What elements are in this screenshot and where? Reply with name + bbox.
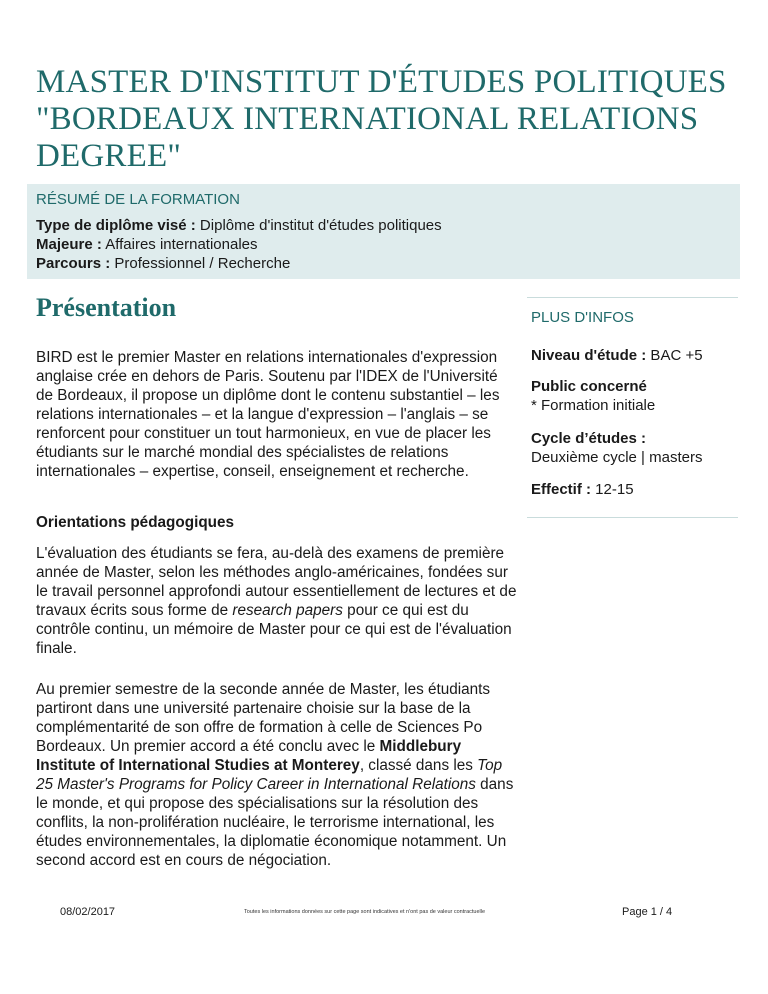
sidebar-public: Public concerné * Formation initiale (531, 378, 656, 414)
summary-row-major: Majeure : Affaires internationales (36, 236, 258, 253)
summary-row-track: Parcours : Professionnel / Recherche (36, 255, 291, 272)
orientations-heading: Orientations pédagogiques (36, 514, 235, 531)
section-title-presentation: Présentation (36, 293, 177, 322)
summary-box (27, 184, 740, 279)
presentation-intro: BIRD est le premier Master en relations internationales d'expression anglaise crée en dehors de Paris. Soutenu par l'IDEX de l'Université de Bordeaux, il propose un diplôme dont le contenu substantiel – les relations internationales – et la langue d'expression – l'anglais – se renforcent pour constituer un tout harmonieux, en vue de placer les étudiants sur le marché mondial des spécialistes de relations internationales – expertise, conseil, enseignement et recherche. (36, 349, 500, 480)
sidebar-effectif: Effectif : 12-15 (531, 481, 634, 498)
sidebar-cycle: Cycle d’études : Deuxième cycle | masters (531, 430, 703, 466)
sidebar-level: Niveau d'étude : BAC +5 (531, 347, 703, 364)
page-title: MASTER D'INSTITUT D'ÉTUDES POLITIQUES "BORDEAUX INTERNATIONAL RELATIONS DEGREE" (36, 64, 727, 174)
summary-details (36, 216, 442, 273)
footer-page-number: Page 1 / 4 (622, 906, 673, 918)
exchange-paragraph: Au premier semestre de la seconde année de Master, les étudiants partiront dans une université partenaire choisie sur la base de la complémentarité de son offre de formation à celle de Sciences Po Bordeaux. Un premier accord a été conclu avec le Middlebury Institute of International Studies at Monterey, classé dans les Top 25 Master's Programs for Policy Career in International Relations dans le monde, et qui propose des spécialisations sur la résolution des conflits, la non-prolifération nucléaire, le terrorisme international, les études environnementales, la diplomatie économique notamment. Un second accord est en cours de négociation. (36, 681, 514, 869)
sidebar-more-info (527, 297, 738, 518)
sidebar-heading: PLUS D'INFOS (531, 309, 634, 326)
orientations-paragraph: L'évaluation des étudiants se fera, au-delà des examens de première année de Master, selon les méthodes anglo-américaines, fondées sur le travail personnel approfondi autour essentiellement de lectures et de travaux écrits sous forme de research papers pour ce qui est du contrôle continu, un mémoire de Master pour ce qui est de l'évaluation finale. (36, 545, 517, 657)
summary-heading: RÉSUMÉ DE LA FORMATION (36, 191, 240, 208)
footer-disclaimer: Toutes les informations données sur cette page sont indicatives et n'ont pas de valeur contractuelle (244, 909, 486, 915)
summary-row-diploma: Type de diplôme visé : Diplôme d'institut d'études politiques (36, 217, 442, 234)
footer-date: 08/02/2017 (60, 906, 116, 918)
